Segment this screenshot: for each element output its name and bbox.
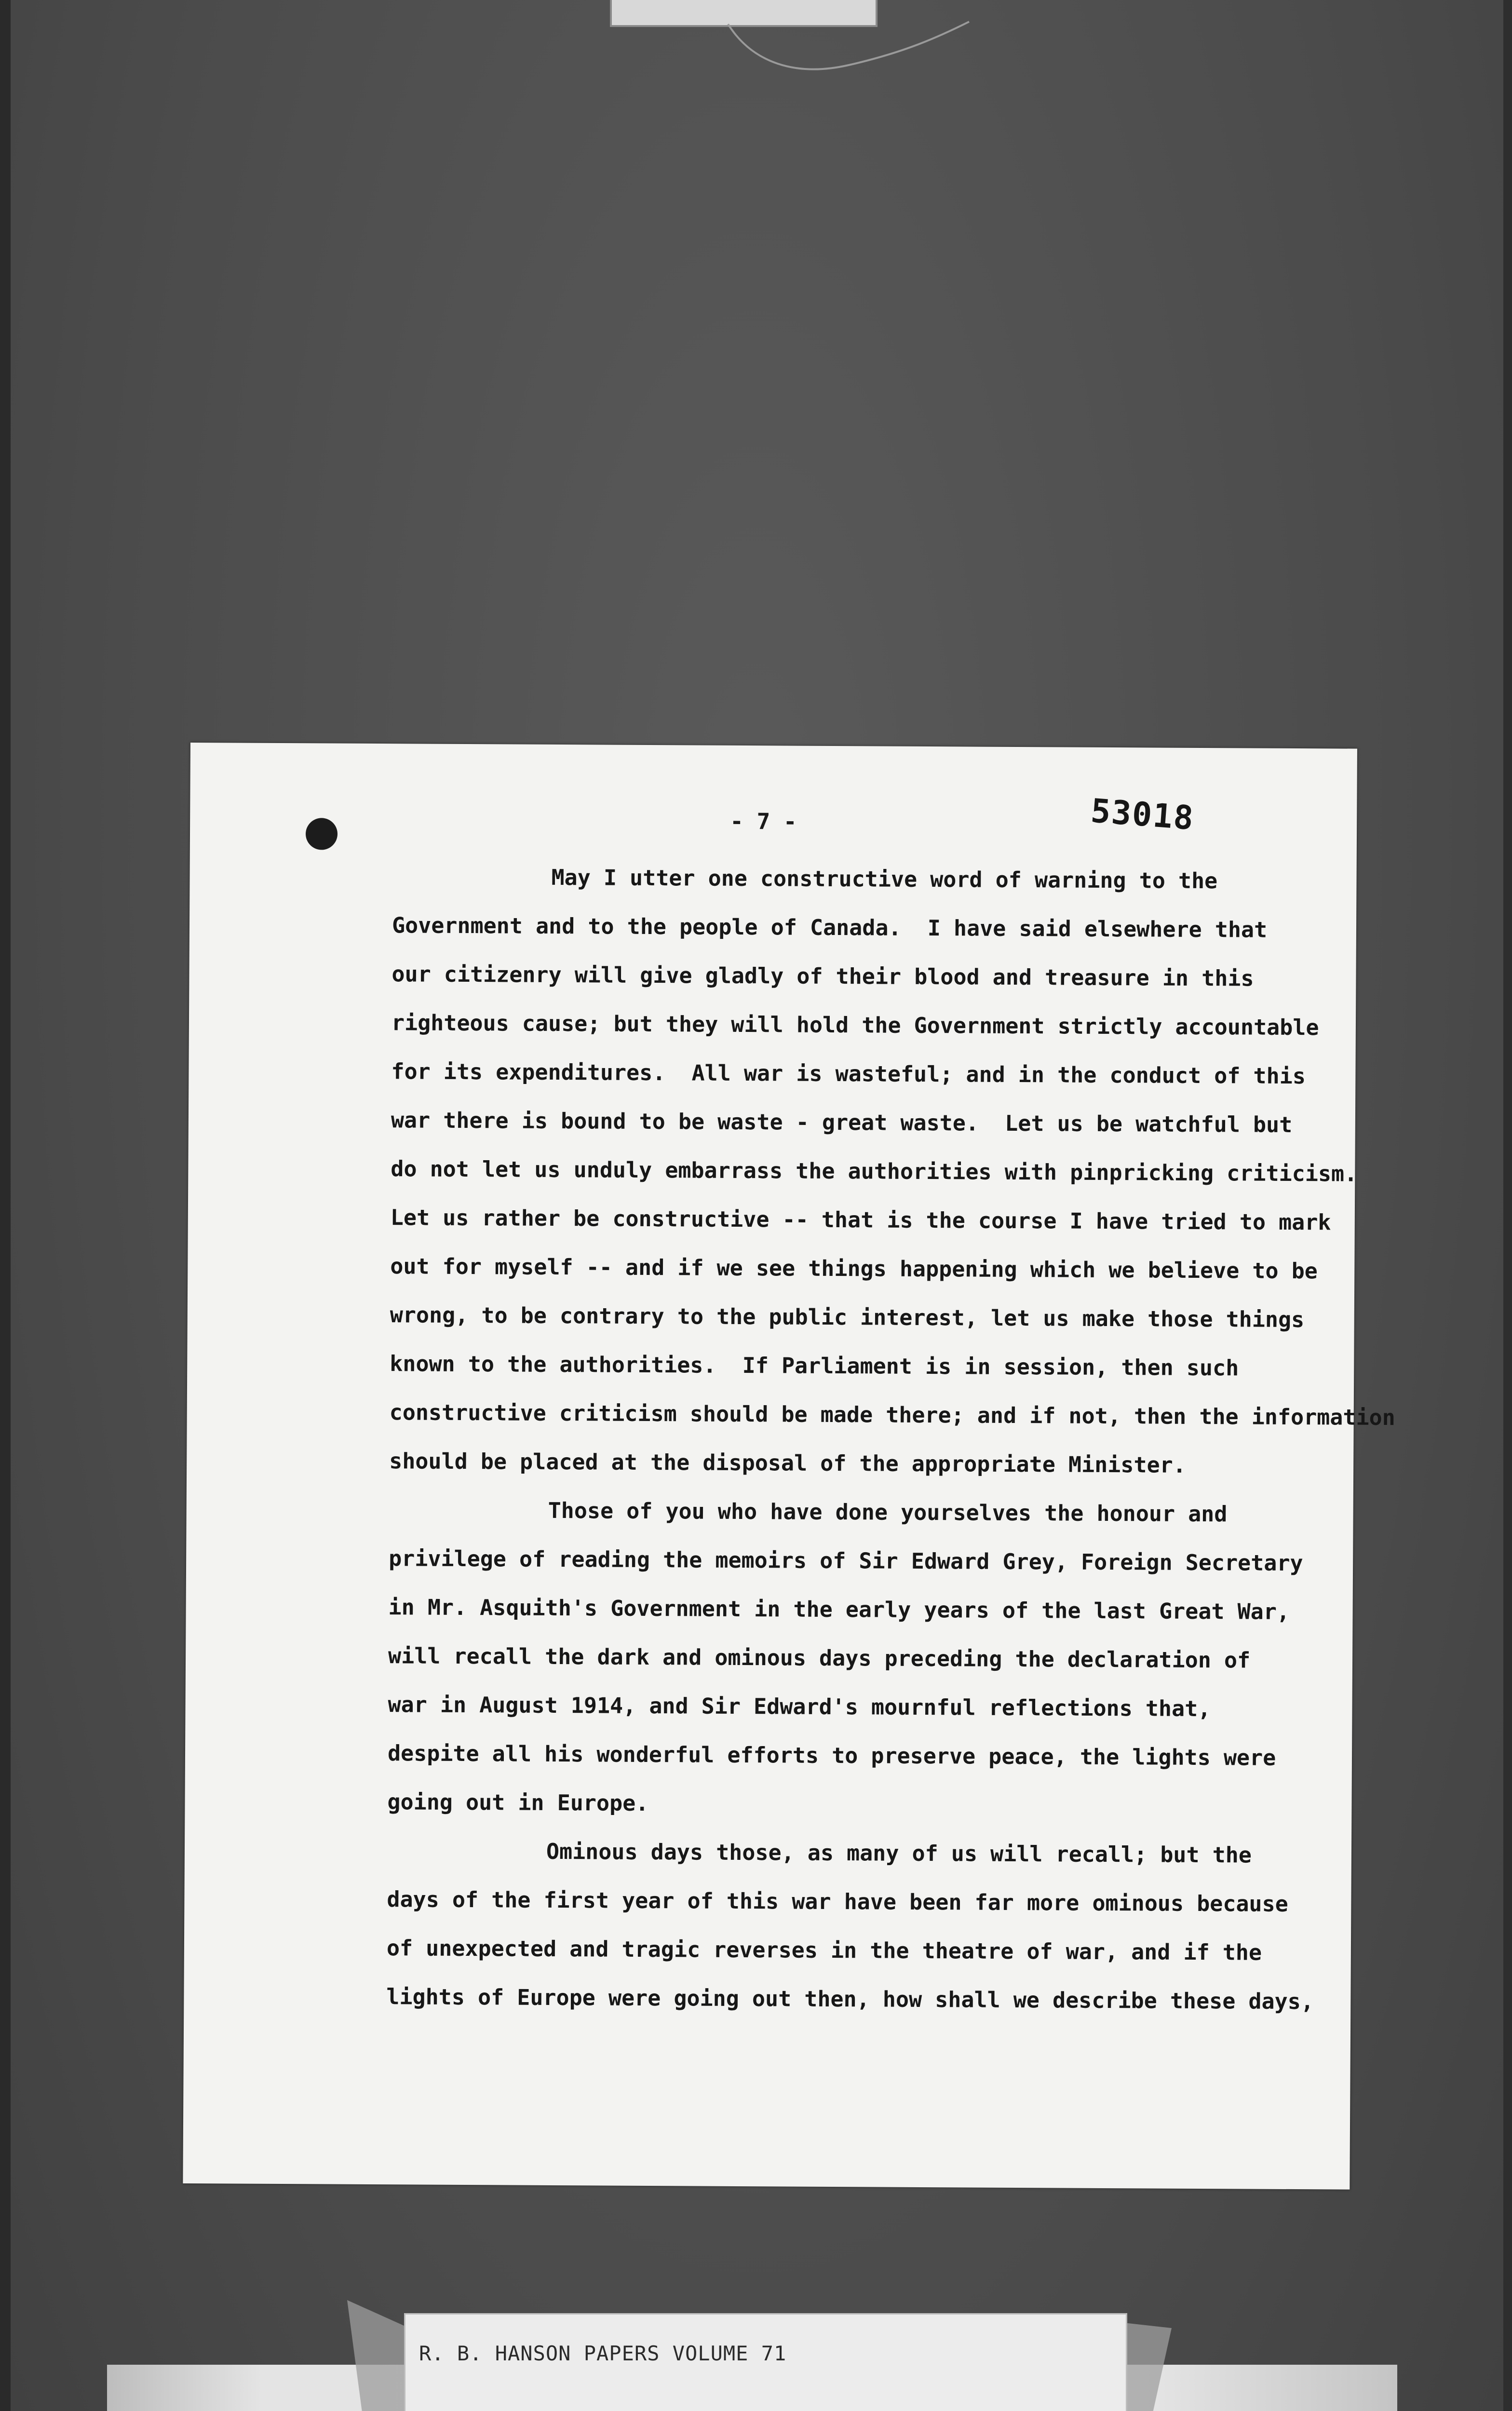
text-line: will recall the dark and ominous days preceding the declaration of xyxy=(388,1643,1251,1673)
punch-hole xyxy=(306,818,338,850)
volume-label xyxy=(404,2313,1127,2411)
volume-label-text: R. B. HANSON PAPERS VOLUME 71 xyxy=(419,2342,787,2365)
text-line: Government and to the people of Canada. I have said elsewhere that xyxy=(392,912,1268,943)
text-line: Those of you who have done yourselves the honour and xyxy=(548,1497,1228,1527)
page-number: - 7 - xyxy=(730,808,797,835)
text-line: for its expenditures. All war is wasteful; and in the conduct of this xyxy=(391,1058,1306,1089)
film-edge-left xyxy=(0,0,11,2411)
text-line: lights of Europe were going out then, how shall we describe these days, xyxy=(386,1984,1314,2015)
text-line: should be placed at the disposal of the appropriate Minister. xyxy=(389,1448,1186,1478)
text-line: righteous cause; but they will hold the Government strictly accountable xyxy=(391,1010,1319,1041)
document-page xyxy=(183,743,1395,2190)
film-edge-right xyxy=(1503,0,1512,2411)
text-line: constructive criticism should be made there; and if not, then the information xyxy=(389,1399,1395,1431)
text-line: wrong, to be contrary to the public interest, let us make those things xyxy=(390,1302,1305,1333)
wire-icon xyxy=(723,19,974,82)
text-line: going out in Europe. xyxy=(387,1789,649,1816)
text-line: in Mr. Asquith's Government in the early years of the last Great War, xyxy=(388,1594,1290,1625)
stamp-number: 53018 xyxy=(1089,792,1196,838)
text-line: of unexpected and tragic reverses in the theatre of war, and if the xyxy=(386,1935,1262,1965)
text-line: out for myself -- and if we see things happening which we believe to be xyxy=(390,1253,1318,1284)
text-line: our citizenry will give gladly of their blood and treasure in this xyxy=(392,961,1254,991)
text-line: known to the authorities. If Parliament is in session, then such xyxy=(390,1351,1239,1381)
body-text xyxy=(386,852,1395,2026)
text-line: days of the first year of this war have been far more ominous because xyxy=(387,1886,1288,1917)
text-line: do not let us unduly embarrass the authorities with pinpricking criticism. xyxy=(391,1156,1358,1187)
text-line: May I utter one constructive word of warning to the xyxy=(551,864,1218,894)
text-line: despite all his wonderful efforts to preserve peace, the lights were xyxy=(387,1740,1276,1771)
text-line: war there is bound to be waste - great waste. Let us be watchful but xyxy=(391,1107,1293,1138)
text-line: privilege of reading the memoirs of Sir Edward Grey, Foreign Secretary xyxy=(389,1545,1303,1576)
text-line: Let us rather be constructive -- that is the course I have tried to mark xyxy=(390,1205,1331,1235)
text-line: Ominous days those, as many of us will recall; but the xyxy=(546,1838,1252,1868)
text-line: war in August 1914, and Sir Edward's mournful reflections that, xyxy=(388,1692,1211,1722)
